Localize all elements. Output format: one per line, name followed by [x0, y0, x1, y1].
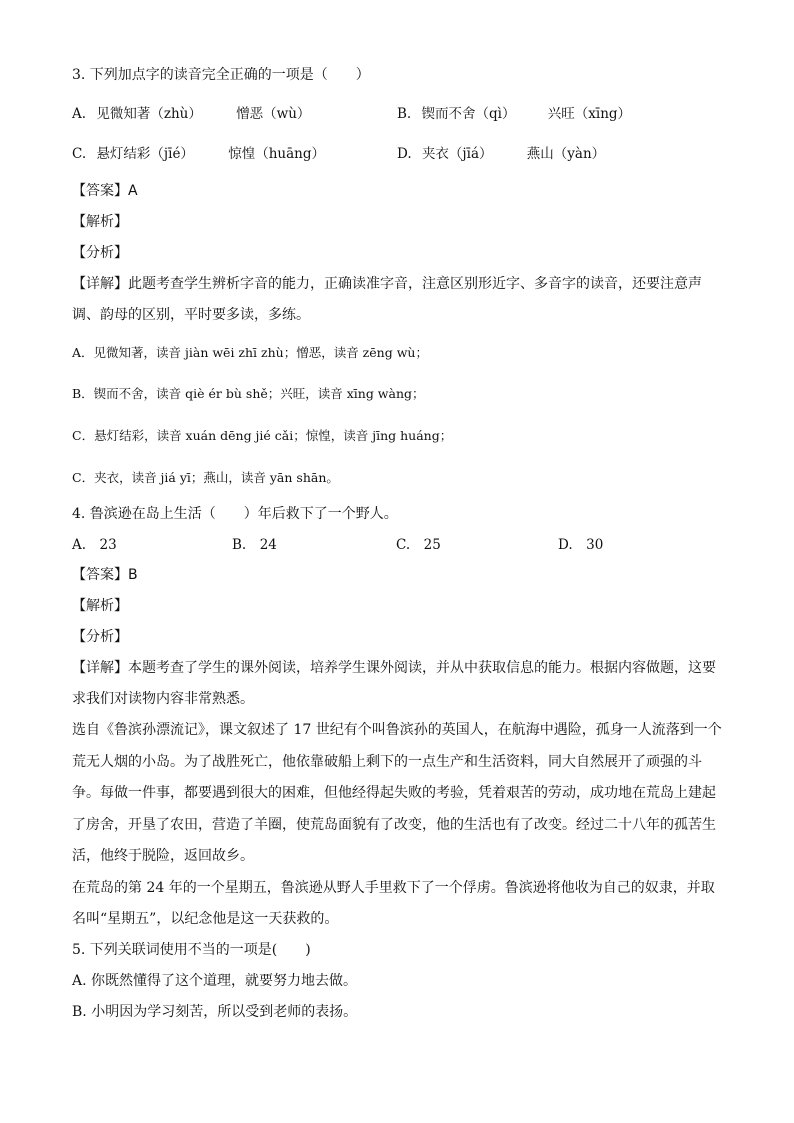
q3-option-d-word1: 夹衣（jīá） [421, 146, 493, 162]
q3-detail-line-1: 【详解】此题考查学生辨析字音的能力，正确读准字音，注意区别形近字、多音字的读音，还要注意声 [72, 276, 702, 292]
question-5-stem: 5. 下列关联词使用不当的一项是( ) [72, 942, 311, 958]
q3-detail-line-2: 调、韵母的区别，平时要多读，多练。 [72, 307, 310, 323]
q4-passage-line-6: 在荒岛的第 24 年的一个星期五，鲁滨逊从野人手里救下了一个俘虏。鲁滨逊将他收为自己的奴隶，并取 [72, 880, 715, 896]
q4-passage-line-7: 名叫“星期五”，以纪念他是这一天获救的。 [72, 911, 339, 927]
q3-option-a-word1: 见微知著（zhù） [96, 106, 202, 122]
q3-option-b-word2: 兴旺（xīng） [547, 106, 632, 122]
q4-fenxi-heading: 【分析】 [72, 629, 128, 645]
q3-option-b-label: B. [397, 106, 412, 122]
q4-jiexi-heading: 【解析】 [72, 598, 128, 614]
q4-passage-line-1: 选自《鲁滨孙漂流记》，课文叙述了 17 世纪有个叫鲁滨孙的英国人，在航海中遇险，孤身一人流落到一个 [72, 722, 722, 738]
q3-option-d-word2: 燕山（yàn） [526, 146, 606, 162]
q4-option-c: C. 25 [396, 537, 441, 553]
q3-option-d-label: D. [397, 146, 412, 162]
q3-option-d [397, 144, 605, 164]
q3-explain-c: C．悬灯结彩，读音 xuán dēng jié cǎi；惊惶，读音 jīng huáng； [72, 428, 453, 443]
question-4-stem: 4. 鲁滨逊在岛上生活（ ）年后救下了一个野人。 [72, 506, 398, 522]
q3-jiexi-heading: 【解析】 [72, 214, 128, 230]
q4-passage-line-5: 活，他终于脱险，返回故乡。 [72, 848, 254, 864]
q3-explain-d: C．夹衣，读音 jiá yī；燕山，读音 yān shān。 [72, 470, 339, 485]
q3-fenxi-heading: 【分析】 [72, 245, 128, 261]
q5-option-b: B. 小明因为学习刻苦，所以受到老师的表扬。 [72, 1004, 358, 1020]
question-3-stem: 3. 下列加点字的读音完全正确的一项是（ ） [72, 67, 370, 83]
q3-option-b [397, 104, 631, 124]
q3-answer: 【答案】A [72, 183, 138, 199]
q4-passage-line-2: 荒无人烟的小岛。为了战胜死亡，他依靠破船上剩下的一点生产和生活资料，同大自然展开了顽强的斗 [72, 754, 702, 770]
q5-option-a: A. 你既然懂得了这个道理，就要努力地去做。 [72, 973, 358, 989]
q4-option-b: B. 24 [232, 537, 277, 553]
q4-option-a: A. 23 [72, 537, 117, 553]
q3-explain-a: A．见微知著，读音 jiàn wēi zhī zhù；憎恶，读音 zēng wù； [72, 345, 428, 360]
q4-passage-line-4: 了房舍，开垦了农田，营造了羊圈，使荒岛面貌有了改变，他的生活也有了改变。经过二十八年的孤苦生 [72, 817, 716, 833]
q4-detail-line-2: 求我们对读物内容非常熟悉。 [72, 691, 254, 707]
q3-option-c [72, 144, 325, 164]
q4-detail-line-1: 【详解】本题考查了学生的课外阅读，培养学生课外阅读，并从中获取信息的能力。根据内容做题，这要 [72, 660, 716, 676]
q4-answer: 【答案】B [72, 567, 138, 583]
q3-option-a-word2: 憎恶（wù） [236, 106, 311, 122]
q3-option-c-word1: 悬灯结彩（jīé） [96, 146, 194, 162]
q3-option-b-word1: 锲而不舍（qì） [421, 106, 516, 122]
q3-option-c-label: C. [72, 146, 87, 162]
q3-option-a [72, 104, 310, 124]
q3-option-a-label: A. [72, 106, 87, 122]
q4-passage-line-3: 争。每做一件事，都要遇到很大的困难，但他经得起失败的考验，凭着艰苦的劳动，成功地在荒岛上建起 [72, 785, 716, 801]
q3-explain-b: B．锲而不舍，读音 qiè ér bù shě；兴旺，读音 xīng wàng； [72, 386, 425, 401]
q4-option-d: D. 30 [558, 537, 604, 553]
q3-option-c-word2: 惊惶（huāng） [228, 146, 326, 162]
